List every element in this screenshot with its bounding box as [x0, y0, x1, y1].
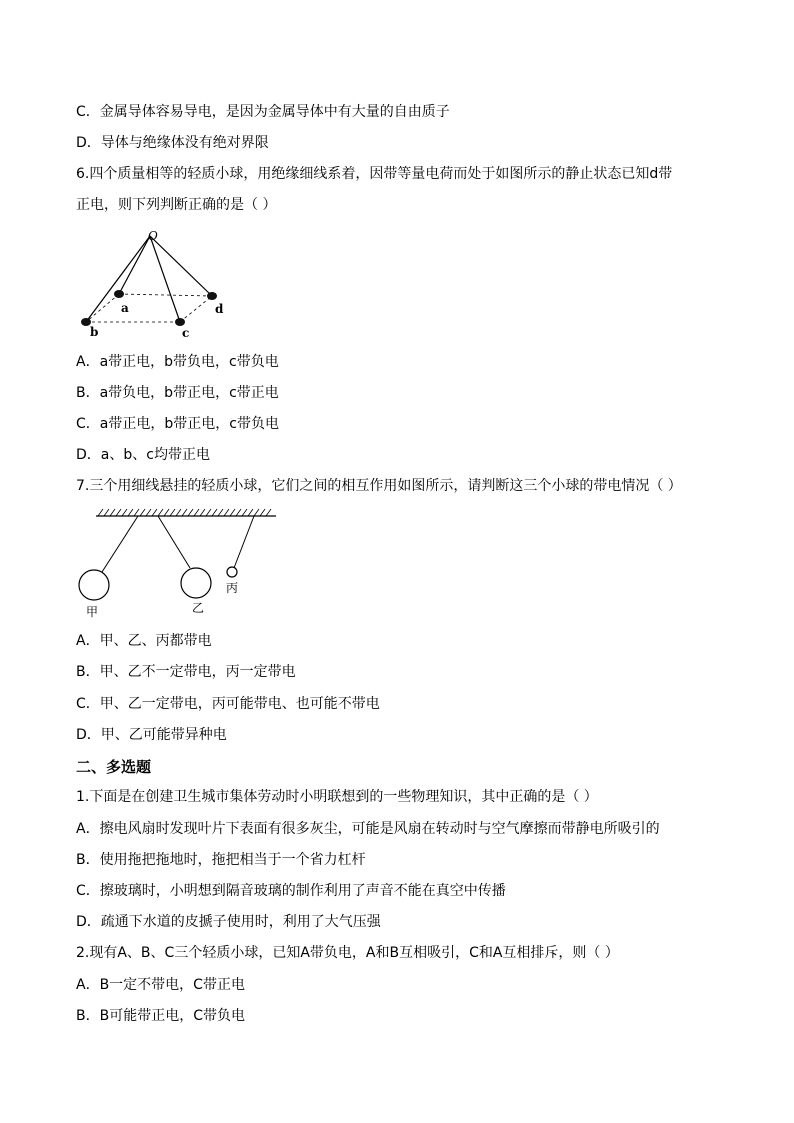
- dash-ab: [86, 294, 119, 322]
- q7-option-b: B．甲、乙不一定带电，丙一定带电: [76, 664, 296, 680]
- string-bing: [234, 516, 254, 568]
- string-ob: [86, 236, 150, 322]
- dash-cd: [180, 296, 212, 322]
- mq1-option-a: A．擦电风扇时发现叶片下表面有很多灰尘，可能是风扇在转动时与空气摩擦而带静电所吸引的: [76, 821, 660, 837]
- q7-option-d: D．甲、乙可能带异种电: [76, 727, 227, 743]
- mq1-option-c: C．擦玻璃时，小明想到隔音玻璃的制作利用了声音不能在真空中传播: [76, 883, 506, 899]
- q6-option-a: A．a带正电，b带负电，c带负电: [76, 354, 279, 370]
- q6-option-d: D．a、b、c均带正电: [76, 447, 210, 463]
- q7-option-c: C．甲、乙一定带电，丙可能带电、也可能不带电: [76, 696, 380, 712]
- q7-option-a: A．甲、乙、丙都带电: [76, 633, 212, 649]
- string-yi: [158, 516, 190, 568]
- ball-yi: [181, 568, 211, 598]
- multi-question-2-stem: 2.现有A、B、C三个轻质小球，已知A带负电，A和B互相吸引，C和A互相排斥，则（ ）: [76, 945, 619, 961]
- label-bing: 丙: [226, 581, 239, 595]
- question-6-stem-cont: 正电，则下列判断正确的是（ ）: [76, 197, 277, 213]
- mq2-option-a: A．B一定不带电，C带正电: [76, 977, 245, 993]
- option-c-text: C．金属导体容易导电，是因为金属导体中有大量的自由质子: [76, 104, 450, 120]
- string-od: [150, 236, 212, 296]
- dash-ad: [119, 294, 212, 296]
- label-c: c: [182, 326, 190, 340]
- question-6-stem: 6.四个质量相等的轻质小球，用绝缘细线系着，因带等量电荷而处于如图所示的静止状态已知d带: [76, 166, 673, 182]
- q6-option-c: C．a带正电，b带正电，c带负电: [76, 416, 279, 432]
- question-7-stem: 7.三个用细线悬挂的轻质小球，它们之间的相互作用如图所示，请判断这三个小球的带电情况（ ）: [76, 478, 682, 494]
- q6-option-b: B．a带负电，b带正电，c带正电: [76, 385, 279, 401]
- string-jia: [102, 516, 138, 572]
- mq2-option-b: B．B可能带正电，C带负电: [76, 1008, 245, 1024]
- ball-a: [114, 290, 124, 298]
- label-o: O: [148, 229, 158, 243]
- string-oc: [150, 236, 180, 322]
- section-heading-multiple-choice: 二、多选题: [76, 758, 152, 776]
- ceiling-hatching: [98, 509, 271, 516]
- question-7-figure: [76, 506, 286, 618]
- label-b: b: [90, 325, 99, 339]
- label-a: a: [121, 301, 129, 315]
- mq1-option-d: D．疏通下水道的皮搋子使用时，利用了大气压强: [76, 914, 381, 930]
- option-d-text: D．导体与绝缘体没有绝对界限: [76, 135, 269, 151]
- ball-jia: [79, 570, 109, 600]
- label-d: d: [215, 302, 224, 316]
- mq1-option-b: B．使用拖把拖地时，拖把相当于一个省力杠杆: [76, 852, 366, 868]
- ball-d: [207, 292, 217, 300]
- string-oa: [119, 236, 150, 294]
- ball-c: [175, 318, 185, 326]
- ball-bing: [227, 567, 237, 577]
- multi-question-1-stem: 1.下面是在创建卫生城市集体劳动时小明联想到的一些物理知识，其中正确的是（ ）: [76, 789, 598, 805]
- label-yi: 乙: [192, 601, 205, 615]
- question-6-figure: [76, 226, 236, 338]
- label-jia: 甲: [86, 605, 99, 619]
